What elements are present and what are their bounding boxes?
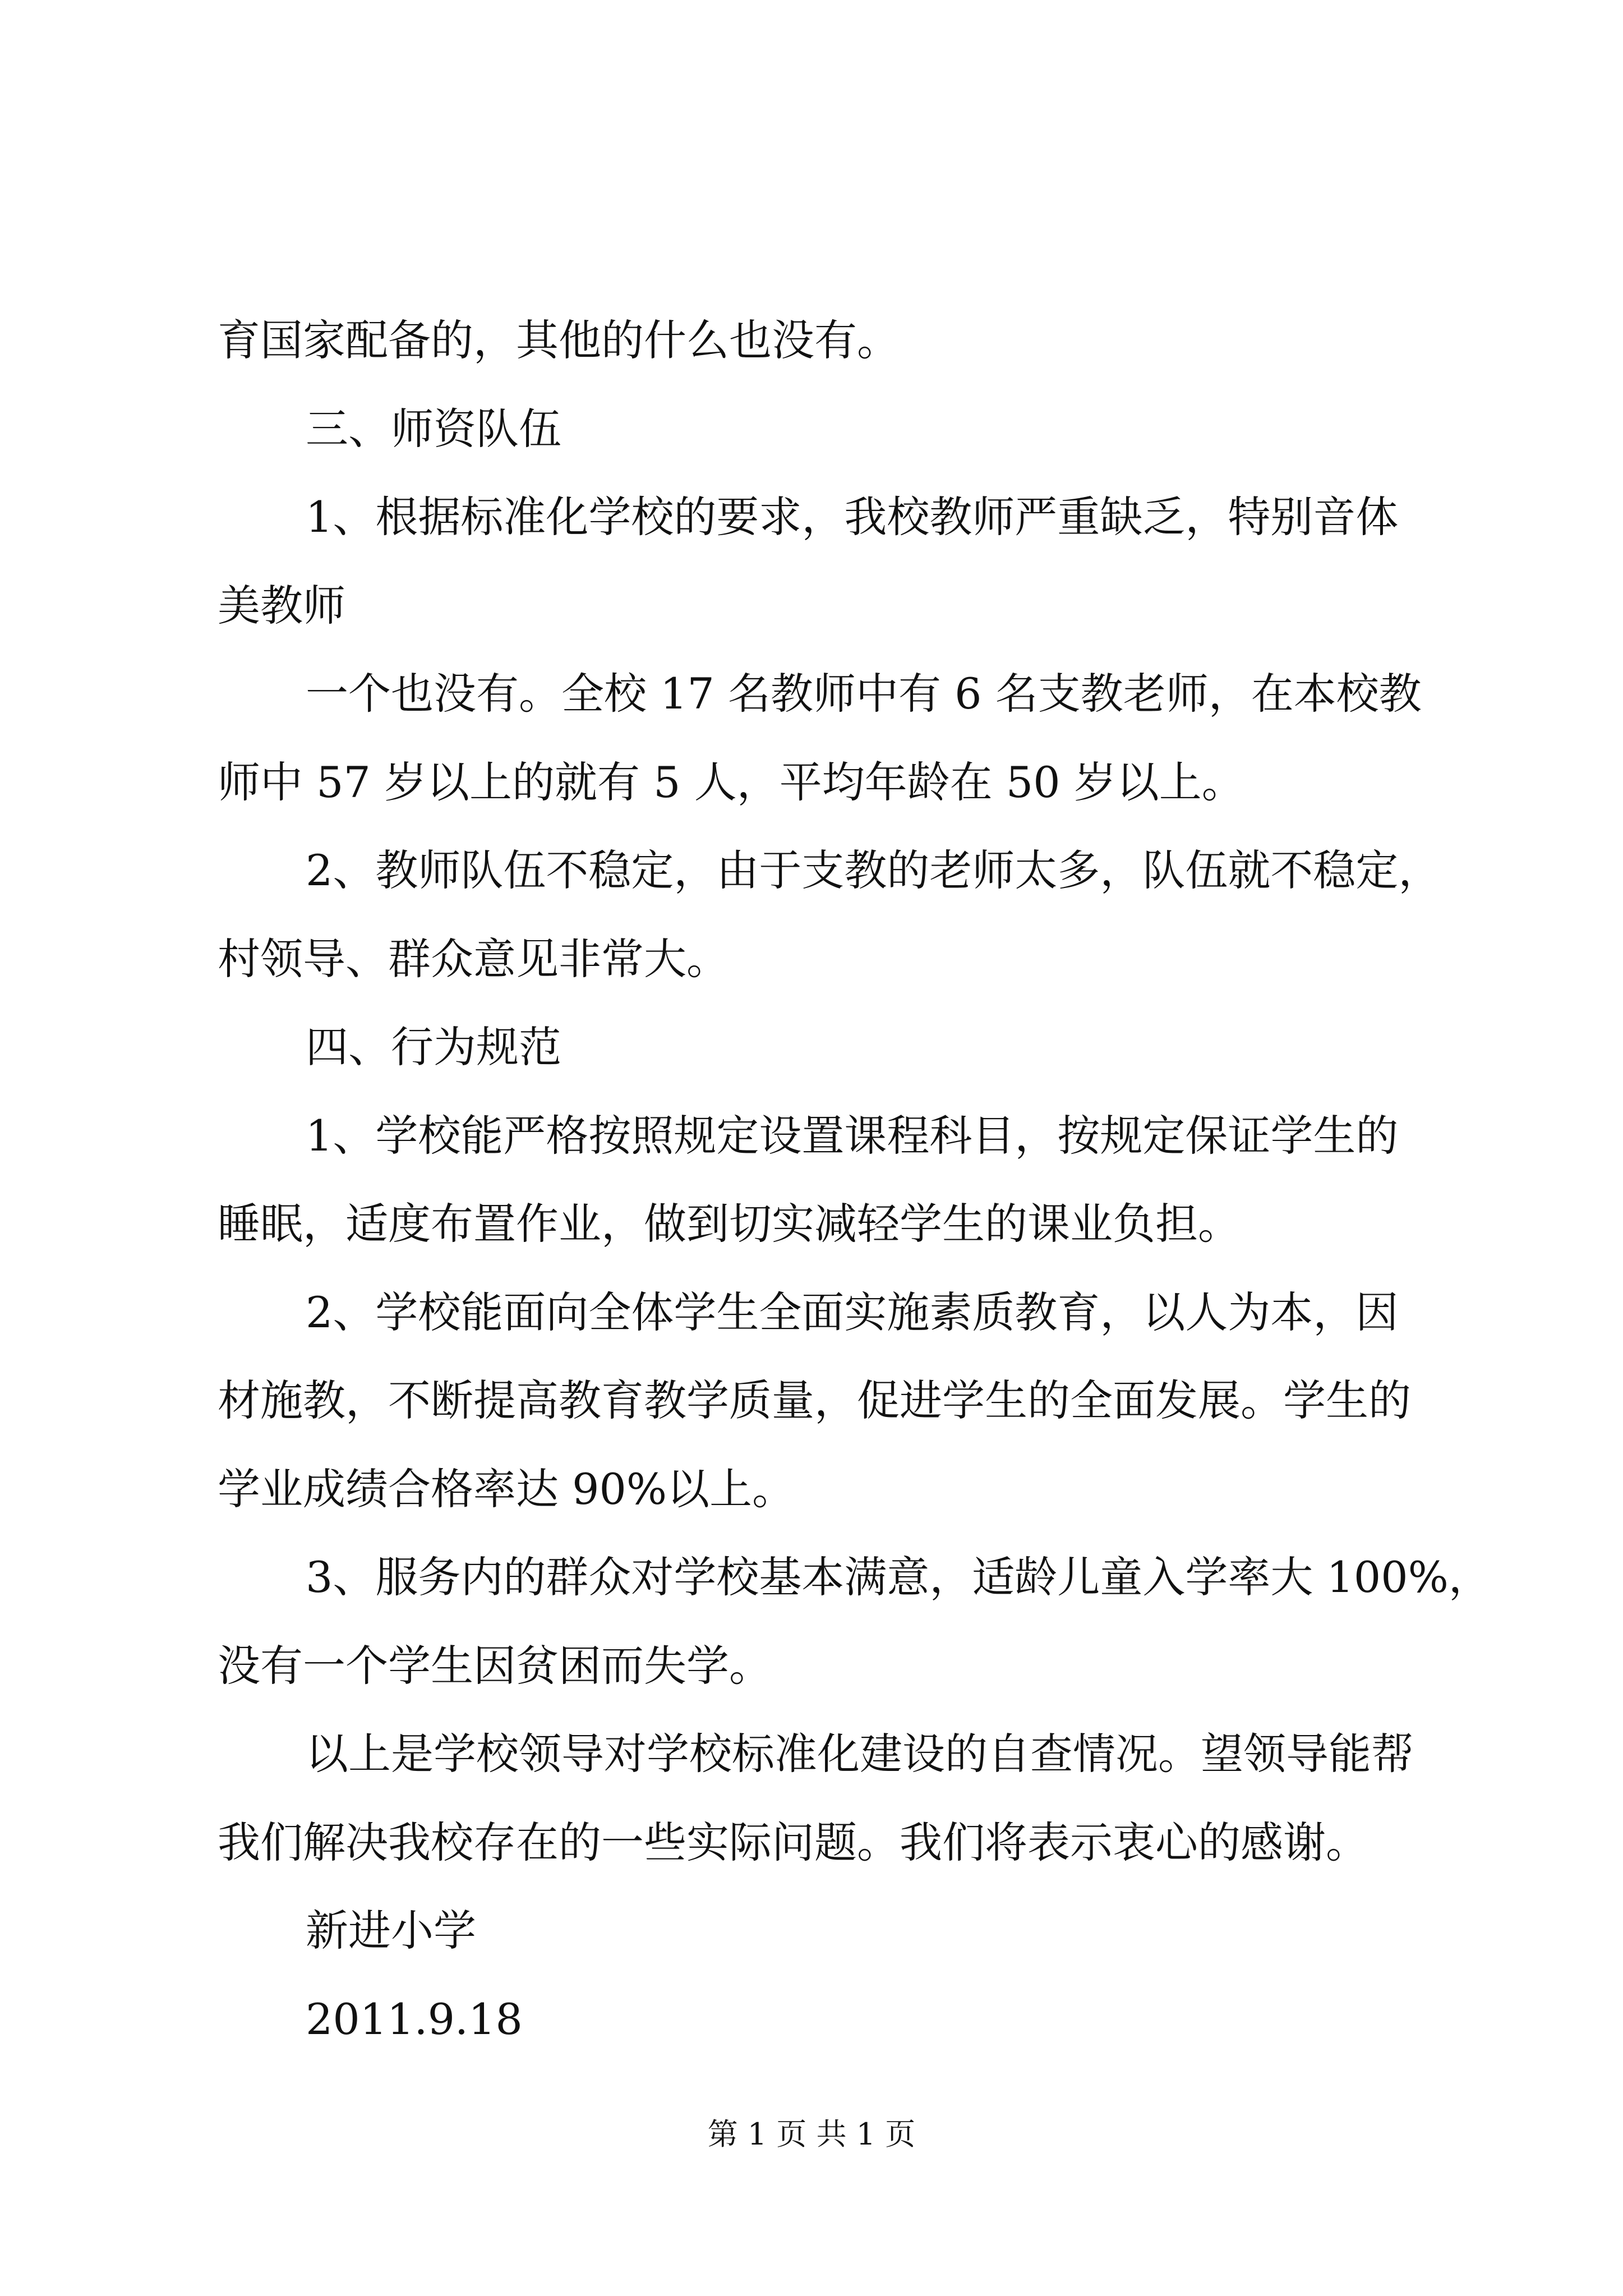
page-footer: 第 1 页 共 1 页 bbox=[707, 2116, 916, 2152]
text-line-17: 以上是学校领导对学校标准化建设的自查情况。望领导能帮 bbox=[306, 1729, 1414, 1779]
text-line-7: 2、教师队伍不稳定，由于支教的老师太多，队伍就不稳定， bbox=[306, 845, 1441, 895]
text-line-3: 1、根据标准化学校的要求，我校教师严重缺乏，特别音体 bbox=[306, 492, 1399, 542]
section-heading-teachers: 三、师资队伍 bbox=[306, 403, 561, 454]
text-line-13: 材施教，不断提高教育教学质量，促进学生的全面发展。学生的 bbox=[218, 1375, 1411, 1425]
text-line-15: 3、服务内的群众对学校基本满意，适龄儿童入学率大 100%， bbox=[306, 1552, 1491, 1602]
text-line-4: 美教师 bbox=[218, 580, 345, 631]
section-heading-conduct: 四、行为规范 bbox=[306, 1022, 561, 1072]
text-line-5: 一个也没有。全校 17 名教师中有 6 名支教老师，在本校教 bbox=[306, 669, 1422, 719]
signature-date: 2011.9.18 bbox=[306, 1994, 523, 2044]
text-line-18: 我们解决我校存在的一些实际问题。我们将表示衷心的感谢。 bbox=[218, 1817, 1368, 1867]
document-body bbox=[218, 296, 1491, 2063]
signature-school-name: 新进小学 bbox=[306, 1906, 476, 1955]
text-line-14: 学业成绩合格率达 90%以上。 bbox=[218, 1464, 795, 1514]
text-line-11: 睡眠，适度布置作业，做到切实减轻学生的课业负担。 bbox=[218, 1199, 1241, 1249]
text-line-16: 没有一个学生因贫困而失学。 bbox=[218, 1640, 772, 1691]
text-line-1: 育国家配备的，其他的什么也没有。 bbox=[218, 315, 900, 365]
text-line-12: 2、学校能面向全体学生全面实施素质教育，以人为本，因 bbox=[306, 1287, 1399, 1337]
text-line-10: 1、学校能严格按照规定设置课程科目，按规定保证学生的 bbox=[306, 1110, 1399, 1161]
text-line-8: 村领导、群众意见非常大。 bbox=[218, 933, 729, 984]
text-line-6: 师中 57 岁以上的就有 5 人，平均年龄在 50 岁以上。 bbox=[218, 757, 1244, 807]
